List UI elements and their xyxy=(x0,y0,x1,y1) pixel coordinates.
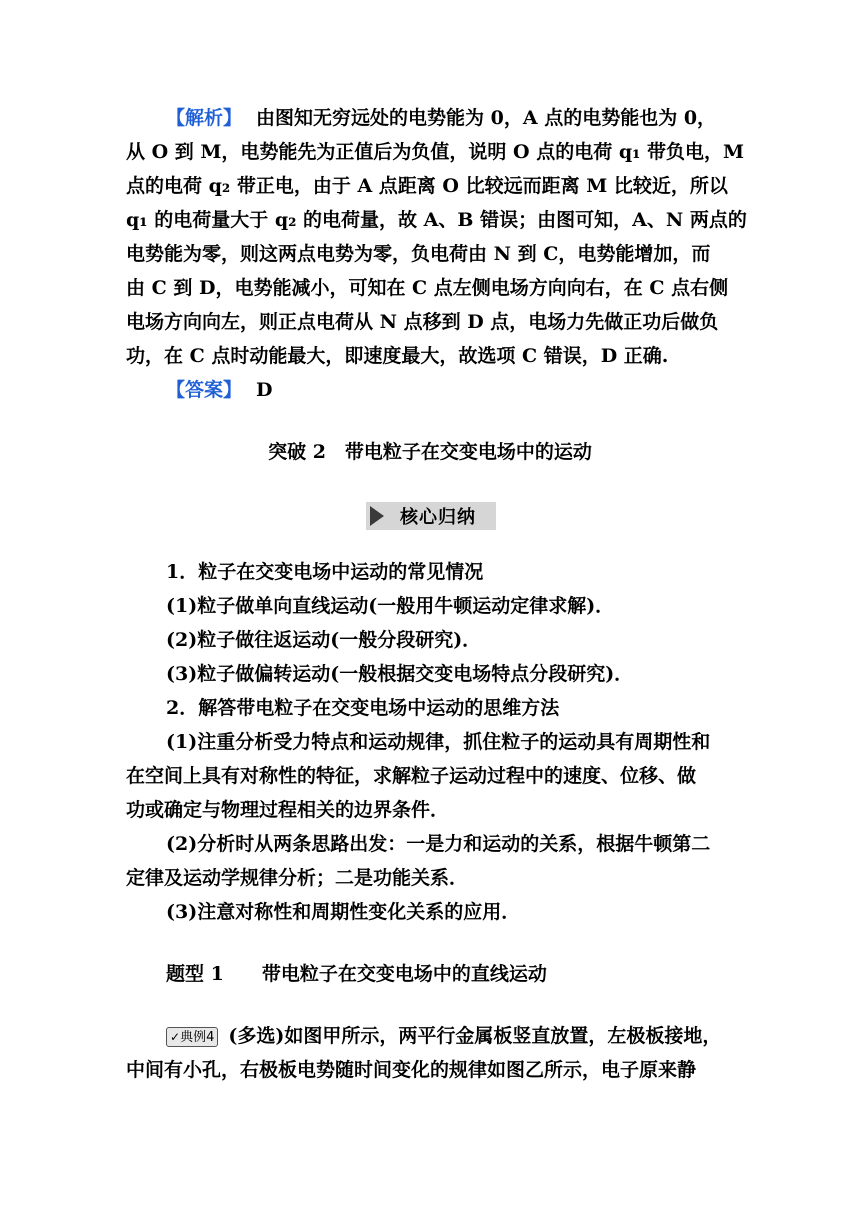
summary-item-1: (1)粒子做单向直线运动(一般用牛顿运动定律求解)． xyxy=(166,595,615,617)
analysis-line-3: 点的电荷 q₂ 带正电，由于 A 点距离 O 比较远而距离 M 比较近，所以 xyxy=(126,175,728,197)
question-type-title: 题型 1 带电粒子在交变电场中的直线运动 xyxy=(166,963,547,985)
checkmark-icon: ✓ xyxy=(170,1030,181,1044)
example-text: (多选)如图甲所示，两平行金属板竖直放置，左极板接地， xyxy=(228,1025,722,1047)
analysis-text: 由图知无穷远处的电势能为 0，A 点的电势能也为 0， xyxy=(256,107,717,129)
analysis-tag: 【解析】 xyxy=(166,107,243,129)
example-line-1 xyxy=(166,1020,740,1052)
example-badge-label: 典例4 xyxy=(180,1030,215,1045)
analysis-line-5: 电势能为零，则这两点电势为零，负电荷由 N 到 C，电势能增加，而 xyxy=(126,243,711,265)
method-line-6: (3)注意对称性和周期性变化关系的应用． xyxy=(166,901,521,923)
method-line-2: 在空间上具有对称性的特征，求解粒子运动过程中的速度、位移、做 xyxy=(126,765,697,787)
summary-heading-2: 2．解答带电粒子在交变电场中运动的思维方法 xyxy=(166,697,560,719)
analysis-line-6: 由 C 到 D，电势能减小，可知在 C 点左侧电场方向向右，在 C 点右侧 xyxy=(126,277,729,299)
analysis-line-7: 电场方向向左，则正点电荷从 N 点移到 D 点，电场力先做正功后做负 xyxy=(126,311,719,333)
method-line-4: (2)分析时从两条思路出发：一是力和运动的关系，根据牛顿第二 xyxy=(166,833,711,855)
core-summary-banner xyxy=(366,502,496,530)
method-line-1: (1)注重分析受力特点和运动规律，抓住粒子的运动具有周期性和 xyxy=(166,731,711,753)
answer-value: D xyxy=(256,379,273,401)
summary-heading-1: 1．粒子在交变电场中运动的常见情况 xyxy=(166,561,484,583)
section-title: 突破 2 带电粒子在交变电场中的运动 xyxy=(268,441,592,463)
example-line-2: 中间有小孔，右极板电势随时间变化的规律如图乙所示，电子原来静 xyxy=(126,1059,697,1081)
analysis-line-2: 从 O 到 M，电势能先为正值后为负值，说明 O 点的电荷 q₁ 带负电，M xyxy=(126,141,745,163)
arrow-right-icon xyxy=(370,506,384,526)
summary-item-2: (2)粒子做往返运动(一般分段研究)． xyxy=(166,629,482,651)
method-line-5: 定律及运动学规律分析；二是功能关系． xyxy=(126,867,469,889)
analysis-line-4: q₁ 的电荷量大于 q₂ 的电荷量，故 A、B 错误；由图可知，A、N 两点的 xyxy=(126,209,747,231)
example-badge xyxy=(166,1027,218,1047)
method-line-3: 功或确定与物理过程相关的边界条件． xyxy=(126,799,450,821)
answer-tag: 【答案】 xyxy=(166,379,243,401)
banner-label: 核心归纳 xyxy=(400,507,476,528)
analysis-line-8: 功，在 C 点时动能最大，即速度最大，故选项 C 错误，D 正确. xyxy=(126,345,669,367)
analysis-line-1 xyxy=(166,102,740,134)
answer-line xyxy=(166,374,740,406)
summary-item-3: (3)粒子做偏转运动(一般根据交变电场特点分段研究)． xyxy=(166,663,634,685)
